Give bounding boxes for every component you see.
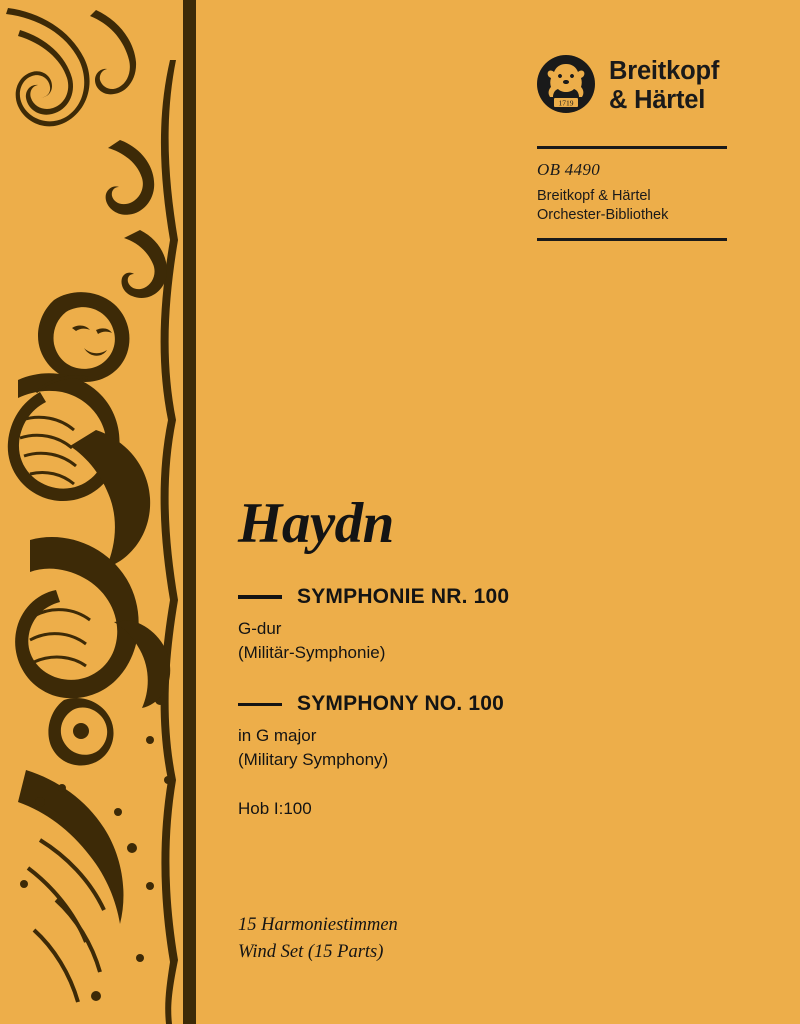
parts-note (238, 912, 398, 966)
logo-year-text: 1719 (558, 98, 574, 108)
title-block (238, 492, 738, 819)
publisher-name-line-1: Breitkopf (609, 57, 720, 85)
english-subtitle (238, 724, 738, 772)
divider-rule-bottom (537, 238, 727, 241)
imprint-line-2: Orchester-Bibliothek (537, 207, 669, 224)
english-title-row (238, 692, 738, 716)
divider-rule-top (537, 146, 727, 149)
catalog-info (537, 160, 727, 226)
catalogue-reference: Hob I:100 (238, 798, 312, 818)
parts-note-line-2: Wind Set (15 Parts) (238, 941, 384, 962)
title-dash-icon (238, 595, 282, 599)
parts-note-line-1: 15 Harmoniestimmen (238, 915, 398, 935)
german-subtitle (238, 617, 738, 665)
german-nickname: (Militär-Symphonie) (238, 643, 386, 663)
ornament-engraving-icon (0, 0, 196, 1024)
publisher-logo-row (537, 55, 727, 114)
english-title: SYMPHONY NO. 100 (297, 692, 505, 716)
composer-name: Haydn (238, 492, 394, 555)
decorative-ornament-band (0, 0, 196, 1024)
german-key: G-dur (238, 619, 282, 638)
english-key: in G major (238, 726, 317, 746)
publisher-name-line-2: & Härtel (609, 85, 706, 114)
publisher-name (609, 55, 719, 114)
catalog-number: OB 4490 (537, 160, 601, 180)
english-nickname: (Military Symphony) (238, 750, 389, 770)
german-title-row (238, 585, 738, 609)
german-title: SYMPHONIE NR. 100 (297, 585, 510, 608)
title-dash-icon (238, 703, 282, 707)
publisher-block (537, 55, 727, 241)
imprint-line-1: Breitkopf & Härtel (537, 188, 651, 205)
breitkopf-bear-logo-icon (537, 55, 595, 113)
